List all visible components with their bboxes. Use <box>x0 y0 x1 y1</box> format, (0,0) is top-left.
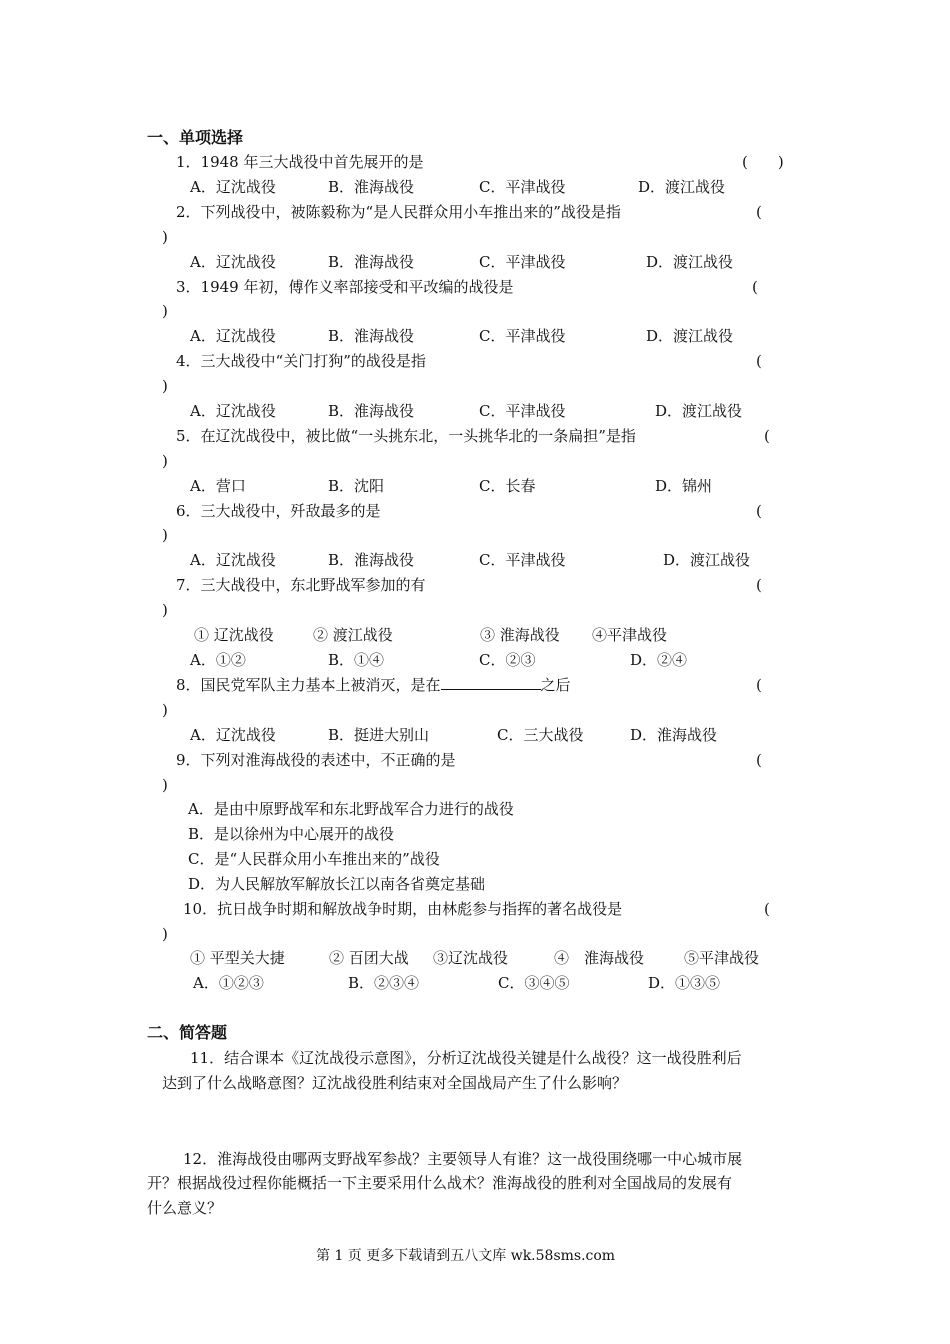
question-3-stem: 3．1949 年初，傅作义率部接受和平改编的战役是 <box>176 278 514 296</box>
question-9-paren-close: ) <box>162 776 168 794</box>
question-10-item-3: ③辽沈战役 <box>433 949 509 967</box>
question-10-stem: 10．抗日战争时期和解放战争时期，由林彪参与指挥的著名战役是 <box>183 900 623 918</box>
question-8-option-d: D．淮海战役 <box>630 726 718 744</box>
question-9-option-d: D．为人民解放军解放长江以南各省奠定基础 <box>188 875 486 893</box>
question-4-option-b: B．淮海战役 <box>328 402 415 420</box>
question-5-option-d: D．锦州 <box>655 477 713 495</box>
question-4-option-c: C．平津战役 <box>479 402 566 420</box>
question-8-stem <box>176 675 571 695</box>
question-10-paren-close: ) <box>162 925 168 943</box>
question-5-paren-open: ( <box>764 427 770 445</box>
question-10-option-b: B．②③④ <box>348 974 420 992</box>
question-4-stem: 4．三大战役中“关门打狗”的战役是指 <box>176 352 426 370</box>
question-10-paren-open: ( <box>764 900 770 918</box>
question-7-item-4: ④平津战役 <box>592 626 668 644</box>
question-7-option-d: D．②④ <box>630 651 688 669</box>
question-1-option-b: B．淮海战役 <box>328 178 415 196</box>
question-3-paren-open: ( <box>752 278 758 296</box>
question-3-option-c: C．平津战役 <box>479 327 566 345</box>
question-2-stem: 2．下列战役中，被陈毅称为“是人民群众用小车推出来的”战役是指 <box>176 203 621 221</box>
question-1-answer-paren: ( ) <box>742 153 784 171</box>
question-4-option-a: A．辽沈战役 <box>190 402 276 420</box>
question-8-stem-after: 之后 <box>540 676 571 694</box>
section-title-short-answer: 二、简答题 <box>147 1023 228 1042</box>
question-7-item-3: ③ 淮海战役 <box>480 626 560 644</box>
question-7-stem: 7．三大战役中，东北野战军参加的有 <box>176 576 426 594</box>
question-4-paren-close: ) <box>162 377 168 395</box>
question-2-option-a: A．辽沈战役 <box>190 253 276 271</box>
question-6-option-a: A．辽沈战役 <box>190 551 276 569</box>
question-6-option-b: B．淮海战役 <box>328 551 415 569</box>
question-5-paren-close: ) <box>162 452 168 470</box>
question-11-line-2: 达到了什么战略意图？辽沈战役胜利结束对全国战局产生了什么影响？ <box>162 1074 628 1092</box>
question-7-option-b: B．①④ <box>328 651 385 669</box>
question-2-option-b: B．淮海战役 <box>328 253 415 271</box>
question-1-option-d: D．渡江战役 <box>638 178 726 196</box>
question-3-option-d: D．渡江战役 <box>646 327 734 345</box>
question-1-option-a: A．辽沈战役 <box>190 178 276 196</box>
question-7-paren-open: ( <box>756 576 762 594</box>
question-8-paren-close: ) <box>162 701 168 719</box>
question-6-paren-close: ) <box>162 526 168 544</box>
question-10-item-1: ① 平型关大捷 <box>190 949 285 967</box>
question-10-item-5: ⑤平津战役 <box>684 949 760 967</box>
question-7-option-a: A．①② <box>190 651 246 669</box>
question-2-paren-close: ) <box>162 228 168 246</box>
question-5-option-b: B．沈阳 <box>328 477 385 495</box>
question-10-option-a: A．①②③ <box>193 974 264 992</box>
question-8-option-a: A．辽沈战役 <box>190 726 276 744</box>
question-5-option-a: A．营口 <box>190 477 246 495</box>
question-10-option-d: D．①③⑤ <box>648 974 721 992</box>
question-6-option-c: C．平津战役 <box>479 551 566 569</box>
question-7-paren-close: ) <box>162 601 168 619</box>
question-3-option-b: B．淮海战役 <box>328 327 415 345</box>
question-8-stem-before: 8．国民党军队主力基本上被消灭，是在 <box>176 676 441 694</box>
question-8-paren-open: ( <box>756 676 762 694</box>
question-9-option-c: C．是“人民群众用小车推出来的”战役 <box>188 850 440 868</box>
question-9-option-a: A．是由中原野战军和东北野战军合力进行的战役 <box>188 800 514 818</box>
question-4-option-d: D．渡江战役 <box>655 402 743 420</box>
question-10-item-2: ② 百团大战 <box>329 949 409 967</box>
question-7-item-1: ① 辽沈战役 <box>194 626 274 644</box>
question-5-stem: 5．在辽沈战役中，被比做“一头挑东北，一头挑华北的一条扁担”是指 <box>176 427 636 445</box>
question-1-option-c: C．平津战役 <box>479 178 566 196</box>
question-8-option-c: C．三大战役 <box>497 726 584 744</box>
question-8-option-b: B．挺进大别山 <box>328 726 430 744</box>
question-11-line-1: 11．结合课本《辽沈战役示意图》，分析辽沈战役关键是什么战役？这一战役胜利后 <box>190 1049 742 1067</box>
question-1-stem: 1．1948 年三大战役中首先展开的是 <box>176 153 424 171</box>
question-6-option-d: D．渡江战役 <box>663 551 751 569</box>
question-9-stem: 9．下列对淮海战役的表述中，不正确的是 <box>176 751 456 769</box>
question-5-option-c: C．长春 <box>479 477 536 495</box>
question-4-paren-open: ( <box>756 352 762 370</box>
question-9-option-b: B．是以徐州为中心展开的战役 <box>188 825 395 843</box>
question-12-line-1: 12．淮海战役由哪两支野战军参战？主要领导人有谁？这一战役围绕哪一中心城市展 <box>183 1150 743 1168</box>
question-2-option-d: D．渡江战役 <box>646 253 734 271</box>
question-7-item-2: ② 渡江战役 <box>313 626 393 644</box>
question-12-line-3: 什么意义？ <box>147 1199 223 1217</box>
question-6-stem: 6．三大战役中，歼敌最多的是 <box>176 502 381 520</box>
question-3-paren-close: ) <box>162 302 168 320</box>
question-3-option-a: A．辽沈战役 <box>190 327 276 345</box>
question-12-line-2: 开？根据战役过程你能概括一下主要采用什么战术？淮海战役的胜利对全国战局的发展有 <box>147 1174 733 1192</box>
page-footer: 第 1 页 更多下载请到五八文库 wk.58sms.com <box>316 1248 616 1264</box>
question-8-blank <box>441 675 541 690</box>
question-10-item-4: ④ 淮海战役 <box>554 949 645 967</box>
question-2-paren-open: ( <box>756 203 762 221</box>
question-2-option-c: C．平津战役 <box>479 253 566 271</box>
question-9-paren-open: ( <box>756 751 762 769</box>
section-title-single-choice: 一、单项选择 <box>147 128 244 147</box>
question-10-option-c: C．③④⑤ <box>498 974 570 992</box>
question-6-paren-open: ( <box>756 502 762 520</box>
question-7-option-c: C．②③ <box>479 651 536 669</box>
